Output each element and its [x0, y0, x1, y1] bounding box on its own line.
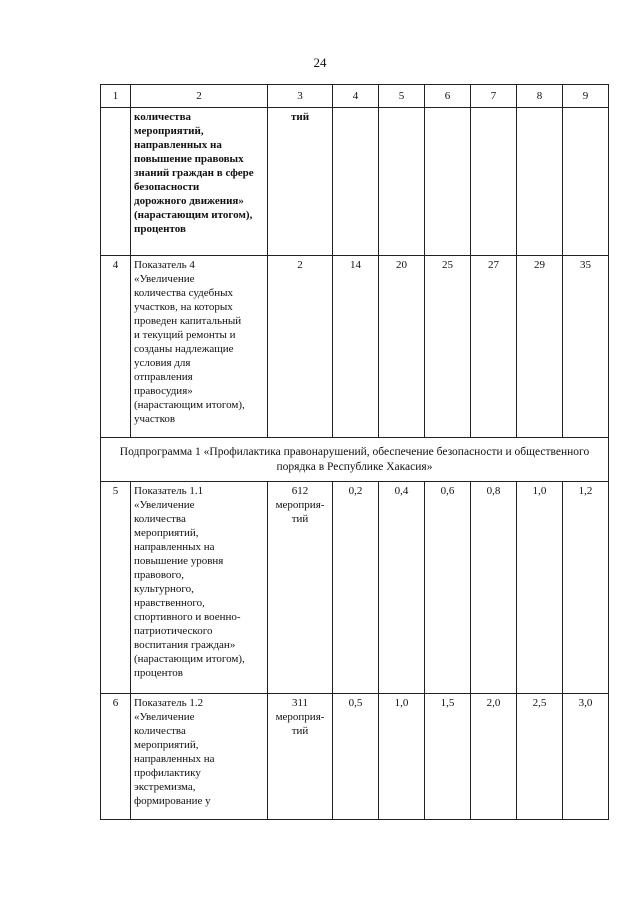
indicator-base-value: 612 мероприя- тий — [268, 482, 333, 694]
row-number-cell: 4 — [101, 256, 131, 438]
value-cell: 0,5 — [333, 694, 379, 820]
table-row — [101, 694, 609, 820]
value-cell: 1,0 — [379, 694, 425, 820]
value-cell — [379, 108, 425, 256]
value-cell: 20 — [379, 256, 425, 438]
value-cell: 0,4 — [379, 482, 425, 694]
table-header-row — [101, 85, 609, 108]
value-cell: 35 — [563, 256, 609, 438]
indicator-base-value: 2 — [268, 256, 333, 438]
indicator-description: Показатель 1.1 «Увеличение количества мероприятий, направленных на повышение уровня правового, культурного, нравственного, спортивного и военно- патриотического воспитания граждан» (нарастающим итогом), процентов — [131, 482, 268, 694]
indicator-base-value: тий — [268, 108, 333, 256]
row-number-cell — [101, 108, 131, 256]
value-cell: 0,2 — [333, 482, 379, 694]
header-cell: 1 — [101, 85, 131, 108]
table-row-continuation — [101, 108, 609, 256]
subprogram-row — [101, 438, 609, 482]
subprogram-title: Подпрограмма 1 «Профилактика правонарушений, обеспечение безопасности и общественного порядка в Республике Хакасия» — [101, 438, 609, 482]
value-cell: 29 — [517, 256, 563, 438]
table-row — [101, 482, 609, 694]
header-cell: 5 — [379, 85, 425, 108]
value-cell: 0,6 — [425, 482, 471, 694]
indicator-description: Показатель 4 «Увеличение количества судебных участков, на которых проведен капитальный и текущий ремонты и созданы надлежащие условия для отправления правосудия» (нарастающим итогом), участков — [131, 256, 268, 438]
indicators-table — [100, 84, 609, 820]
value-cell: 2,0 — [471, 694, 517, 820]
row-number-cell: 5 — [101, 482, 131, 694]
header-cell: 7 — [471, 85, 517, 108]
value-cell: 2,5 — [517, 694, 563, 820]
value-cell — [425, 108, 471, 256]
indicator-description: Показатель 1.2 «Увеличение количества мероприятий, направленных на профилактику экстремизма, формирование у — [131, 694, 268, 820]
value-cell — [517, 108, 563, 256]
value-cell: 1,2 — [563, 482, 609, 694]
header-cell: 4 — [333, 85, 379, 108]
value-cell — [563, 108, 609, 256]
value-cell: 1,5 — [425, 694, 471, 820]
header-cell: 2 — [131, 85, 268, 108]
table-row — [101, 256, 609, 438]
indicator-base-value: 311 мероприя- тий — [268, 694, 333, 820]
value-cell: 0,8 — [471, 482, 517, 694]
header-cell: 3 — [268, 85, 333, 108]
header-cell: 8 — [517, 85, 563, 108]
value-cell: 14 — [333, 256, 379, 438]
page-number: 24 — [313, 55, 327, 70]
value-cell: 1,0 — [517, 482, 563, 694]
value-cell — [333, 108, 379, 256]
row-number-cell: 6 — [101, 694, 131, 820]
indicator-description: количества мероприятий, направленных на повышение правовых знаний граждан в сфере безопасности дорожного движения» (нарастающим итогом), процентов — [131, 108, 268, 256]
header-cell: 9 — [563, 85, 609, 108]
value-cell — [471, 108, 517, 256]
header-cell: 6 — [425, 85, 471, 108]
value-cell: 25 — [425, 256, 471, 438]
value-cell: 3,0 — [563, 694, 609, 820]
value-cell: 27 — [471, 256, 517, 438]
